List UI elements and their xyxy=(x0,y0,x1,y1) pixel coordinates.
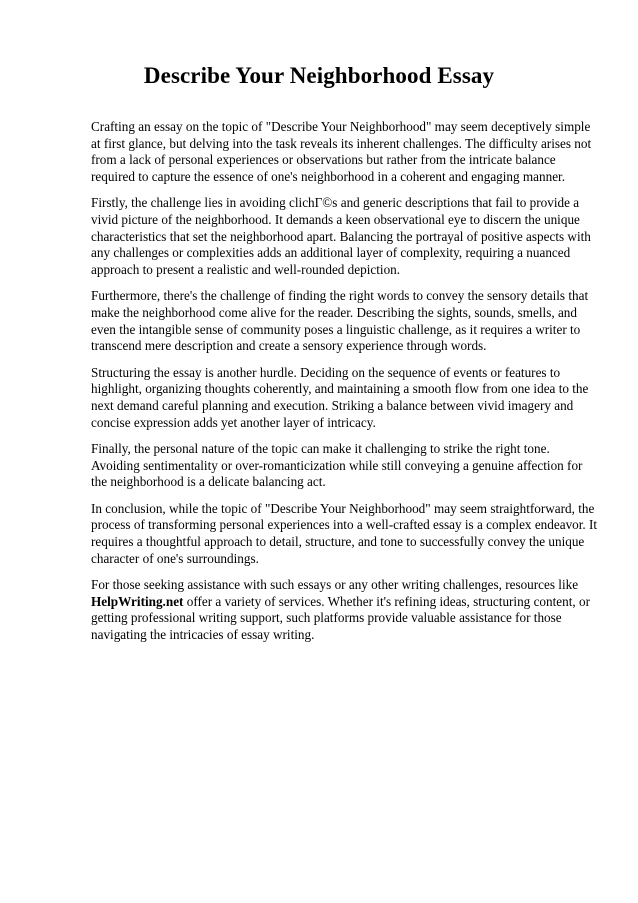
paragraph-intro: Crafting an essay on the topic of "Describe Your Neighborhood" may seem deceptively simple at first glance, but delving into the task reveals its inherent challenges. The difficulty arises not from a lack of personal experiences or observations but rather from the intricate balance required to capture the essence of one's neighborhood in a coherent and engaging manner. xyxy=(91,119,592,184)
brand-name: HelpWriting.net xyxy=(91,593,184,609)
document-body xyxy=(91,119,599,654)
assistance-text-after: offer a variety of services. Whether it's refining ideas, structuring content, or getting professional writing support, such platforms provide valuable assistance for those navigating the intricacies of essay writing. xyxy=(91,593,590,643)
paragraph-cliches: Firstly, the challenge lies in avoiding clichГ©s and generic descriptions that fail to provide a vivid picture of the neighborhood. It demands a keen observational eye to discern the unique characteristics that set the neighborhood apart. Balancing the portrayal of positive aspects with any challenges or complexities adds an additional layer of complexity, requiring a nuanced approach to present a realistic and well-rounded depiction. xyxy=(91,195,591,277)
assistance-text-before: For those seeking assistance with such essays or any other writing challenges, resources like xyxy=(91,577,579,593)
paragraph-structure: Structuring the essay is another hurdle. Deciding on the sequence of events or features to highlight, organizing thoughts coherently, and maintaining a smooth flow from one idea to the next demand careful planning and execution. Striking a balance between vivid imagery and concise expression adds yet another layer of intricacy. xyxy=(91,364,589,430)
document-title: Describe Your Neighborhood Essay xyxy=(143,63,495,88)
paragraph-assistance xyxy=(91,577,599,643)
paragraph-conclusion: In conclusion, while the topic of "Describe Your Neighborhood" may seem straightforward, the process of transforming personal experiences into a well-crafted essay is a complex endeavor. It requires a thoughtful approach to detail, structure, and tone to successfully convey the unique character of one's surroundings. xyxy=(91,500,598,566)
paragraph-tone: Finally, the personal nature of the topic can make it challenging to strike the right tone. Avoiding sentimentality or over-romanticization while still conveying a genuine affection for the neighborhood is a delicate balancing act. xyxy=(91,441,583,490)
paragraph-sensory-details: Furthermore, there's the challenge of finding the right words to convey the sensory details that make the neighborhood come alive for the reader. Describing the sights, sounds, smells, and even the intangible sense of community poses a linguistic challenge, as it requires a writer to transcend mere description and create a sensory experience through words. xyxy=(91,288,589,354)
